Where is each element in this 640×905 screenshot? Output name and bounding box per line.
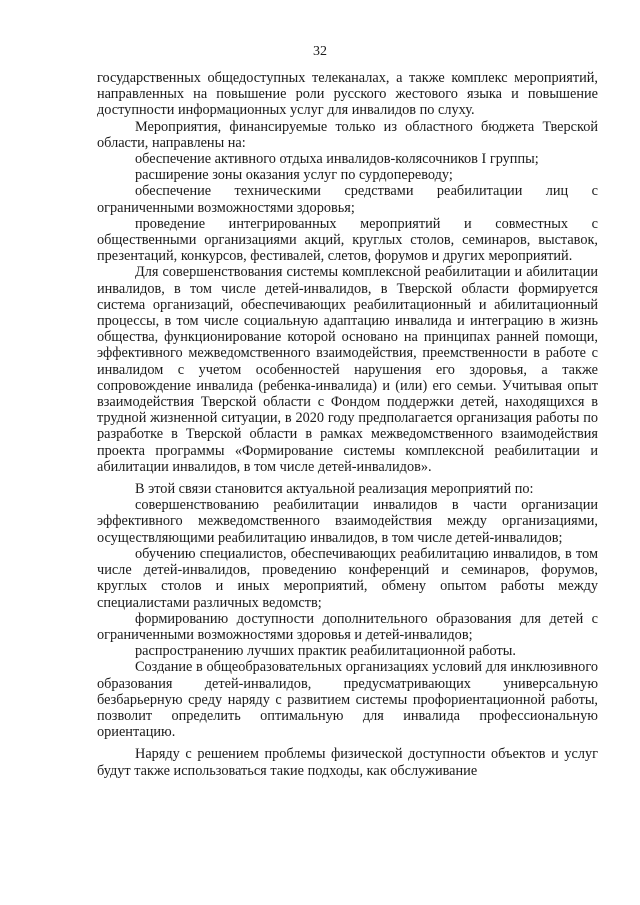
body-text [97, 70, 598, 779]
paragraph-9: совершенствованию реабилитации инвалидов в части организации эффективного межведомственного взаимодействия между организациями, осуществляющими реабилитацию инвалидов, в том числе детей-инвалидов; [97, 497, 598, 546]
paragraph-3: обеспечение активного отдыха инвалидов-колясочников I группы; [135, 151, 539, 168]
paragraph-14: Наряду с решением проблемы физической доступности объектов и услуг будут также использоваться такие подходы, как обслуживание [97, 746, 598, 779]
paragraph-10: обучению специалистов, обеспечивающих реабилитацию инвалидов, в том числе детей-инвалидов, проведению конференций и семинаров, форумов, круглых столов и иных мероприятий, обмену опытом работы между специалистами различных ведомств; [97, 545, 598, 611]
paragraph-6: проведение интегрированных мероприятий и совместных с общественными организациями акций, круглых столов, семинаров, выставок, презентаций, конкурсов, фестивалей, слетов, форумов и других мероприятий. [97, 215, 598, 265]
paragraph-12: распространению лучших практик реабилитационной работы. [135, 643, 516, 660]
paragraph-13: Создание в общеобразовательных организациях условий для инклюзивного образования детей-инвалидов, предусматривающих универсальную безбарьерную среду наряду с развитием системы профориентационной работы, позволит определить оптимальную для инвалида профессиональную ориентацию. [97, 659, 598, 741]
paragraph-7: Для совершенствования системы комплексной реабилитации и абилитации инвалидов, в том числе детей-инвалидов, в Тверской области формируется система организаций, обеспечивающих реабилитационный и абилитационный процессы, в том числе социальную адаптацию инвалида и интеграцию в жизнь общества, функционирование которой основано на принципах ранней помощи, эффективного межведомственного взаимодействия, преемственности в работе с инвалидом с учетом особенностей нарушения его здоровья, а также сопровождение инвалида (ребенка-инвалида) и (или) его семьи. Учитывая опыт взаимодействия Тверской области с Фондом поддержки детей, находящихся в трудной жизненной ситуации, в 2020 году предполагается организация работы по разработке в Тверской области в рамках межведомственного взаимодействия проекта программы «Формирование системы комплексной реабилитации и абилитации инвалидов, в том числе детей-инвалидов». [97, 264, 598, 475]
paragraph-4: расширение зоны оказания услуг по сурдопереводу; [135, 167, 453, 184]
paragraph-11: формированию доступности дополнительного образования для детей с ограниченными возможностями здоровья и детей-инвалидов; [97, 610, 598, 643]
paragraph-1: государственных общедоступных телеканалах, а также комплекс мероприятий, направленных на повышение роли русского жестового языка и повышение доступности информационных услуг для инвалидов по слуху. [97, 70, 598, 119]
page-number: 32 [313, 44, 327, 59]
paragraph-2: Мероприятия, финансируемые только из областного бюджета Тверской области, направлены на: [97, 118, 598, 151]
paragraph-8: В этой связи становится актуальной реализация мероприятий по: [135, 481, 534, 498]
paragraph-5: обеспечение техническими средствами реабилитации лиц с ограниченными возможностями здоровья; [97, 183, 598, 216]
